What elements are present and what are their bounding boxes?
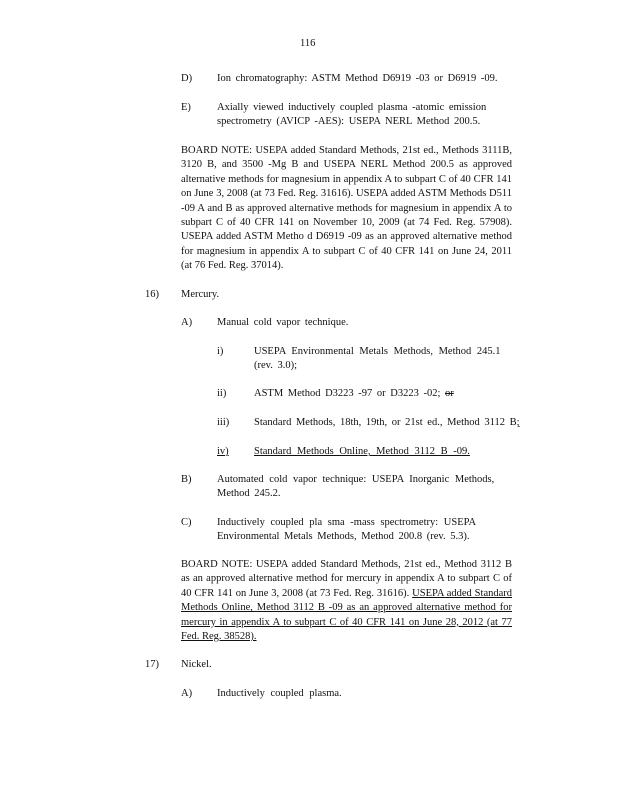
item-i-line2: (rev. 3.0); [254, 360, 298, 371]
item-16-number: 16) [145, 289, 159, 300]
item-17a-text: Inductively coupled plasma. [217, 688, 342, 699]
item-e-label: E) [181, 102, 191, 113]
item-16-title: Mercury. [181, 289, 220, 300]
item-16b-line1: Automated cold vapor technique: USEPA Inorganic Methods, [217, 474, 495, 485]
item-16a-text: Manual cold vapor technique. [217, 317, 349, 328]
item-iii-label: iii) [217, 417, 230, 428]
board-note-mercury-plain: BOARD NOTE: USEPA added Standard Methods, 21st ed., Method 3112 B as an approved alternative method for mercury in appendix A to subpart C of 40 CFR 141 on June 3, 2008 (at 73 Fed. Reg. 31616). [181, 559, 512, 599]
item-iii-body: Standard Methods, 18th, 19th, or 21st ed., Method 3112 B [254, 417, 517, 428]
item-16a-label: A) [181, 317, 193, 328]
item-17a-label: A) [181, 688, 193, 699]
item-e-line1: Axially viewed inductively coupled plasma -atomic emission [217, 102, 487, 113]
item-iv-label: iv) [217, 446, 229, 457]
item-iii-added: ; [516, 417, 520, 428]
item-iii-text [254, 416, 520, 430]
item-16c-line1: Inductively coupled pla sma -mass spectrometry: USEPA [217, 517, 477, 528]
board-note-mercury [181, 558, 512, 644]
item-d-label: D) [181, 73, 193, 84]
item-i-label: i) [217, 346, 224, 357]
item-ii-label: ii) [217, 388, 227, 399]
item-iv-text: Standard Methods Online, Method 3112 B -09. [254, 446, 470, 457]
item-ii-body: ASTM Method D3223 -97 or D3223 -02; [254, 388, 441, 399]
item-16b-label: B) [181, 474, 192, 485]
item-d-text: Ion chromatography: ASTM Method D6919 -03 or D6919 -09. [217, 73, 498, 84]
item-16b-line2: Method 245.2. [217, 488, 281, 499]
board-note-mercury-added: USEPA added Standard Methods Online, Method 3112 B -09 as an approved alternative method for mercury in appendix A to subpart C of 40 CFR 141 on June 28, 2012 (at 77 Fed. Reg. 38528). [181, 587, 513, 643]
item-ii-struck-word: or [445, 388, 454, 399]
item-ii-text [254, 387, 454, 401]
item-16c-line2: Environmental Metals Methods, Method 200.8 (rev. 5.3). [217, 531, 470, 542]
item-16c-label: C) [181, 517, 192, 528]
item-17-title: Nickel. [181, 659, 212, 670]
board-note-magnesium: BOARD NOTE: USEPA added Standard Methods, 21st ed., Methods 3111B, 3120 B, and 3500 -Mg B and USEPA NERL Method 200.5 as approved alternative methods for magnesium in appendix A to subpart C of 40 CFR 141 on June 3, 2008 (at 73 Fed. Reg. 31616). USEPA added ASTM Methods D511 -09 A and B as approved alternative methods for magnesium in appendix A to subpart C of 40 CFR 141 on November 10, 2009 (at 74 Fed. Reg. 57908). USEPA added ASTM Metho d D6919 -09 as an approved alternative method for magnesium in appendix A to subpart C of 40 CFR 141 on June 24, 2011 (at 76 Fed. Reg. 37014). [181, 145, 512, 272]
item-17-number: 17) [145, 659, 159, 670]
item-i-line1: USEPA Environmental Metals Methods, Method 245.1 [254, 346, 501, 357]
item-e-line2: spectrometry (AVICP -AES): USEPA NERL Method 200.5. [217, 116, 481, 127]
page-number: 116 [300, 38, 316, 49]
